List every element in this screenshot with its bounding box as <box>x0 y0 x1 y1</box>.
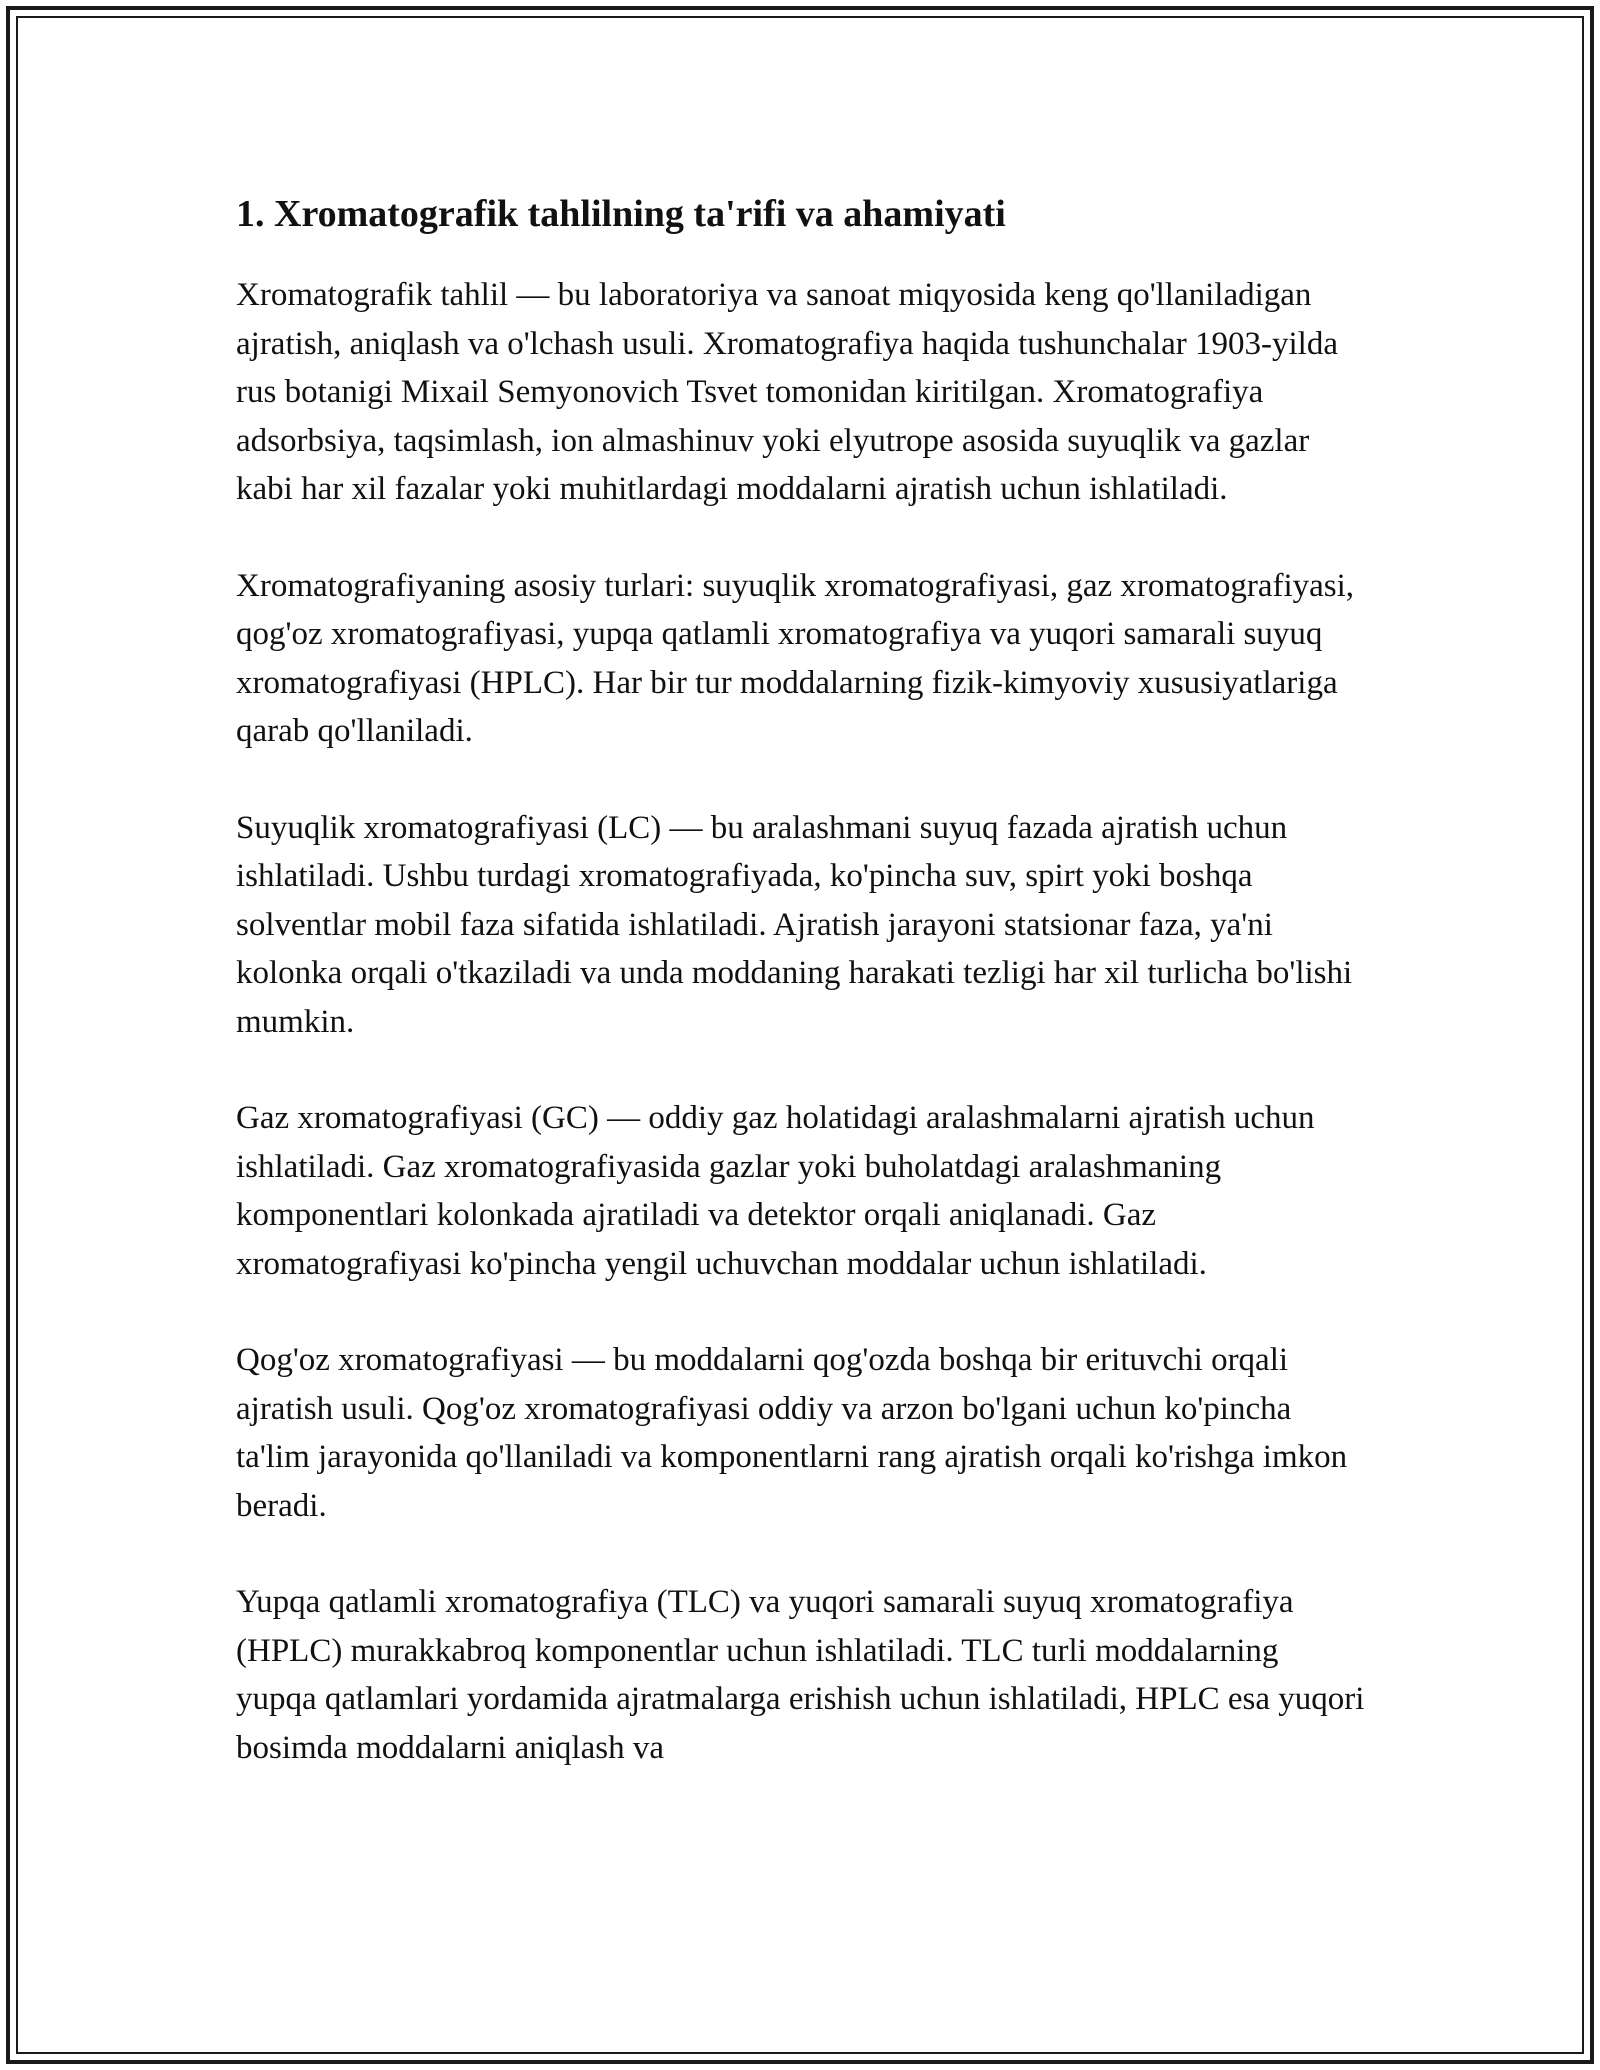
paragraph-paper-chromatography: Qog'oz xromatografiyasi — bu moddalarni qog'ozda boshqa bir erituvchi orqali ajratish usuli. Qog'oz xromatografiyasi oddiy va arzon bo'lgani uchun ko'pincha ta'lim jarayonida qo'llaniladi va komponentlarni rang ajratish orqali ko'rishga imkon beradi. <box>236 1342 1348 1524</box>
paragraph-gas-chromatography: Gaz xromatografiyasi (GC) — oddiy gaz holatidagi aralashmalarni ajratish uchun ishlatiladi. Gaz xromatografiyasida gazlar yoki buholatdagi aralashmaning komponentlari kolonkada ajratiladi va detektor orqali aniqlanadi. Gaz xromatografiyasi ko'pincha yengil uchuvchan moddalar uchun ishlatiladi. <box>236 1100 1315 1282</box>
document-body <box>236 186 1366 1820</box>
paragraph-definition: Xromatografik tahlil — bu laboratoriya va sanoat miqyosida keng qo'llaniladigan ajratish, aniqlash va o'lchash usuli. Xromatografiya haqida tushunchalar 1903-yilda rus botanigi Mixail Semyonovich Tsvet tomonidan kiritilgan. Xromatografiya adsorbsiya, taqsimlash, ion almashinuv yoki elyutrope asosida suyuqlik va gazlar kabi har xil fazalar yoki muhitlardagi moddalarni ajratish uchun ishlatiladi. <box>236 277 1338 507</box>
paragraph-tlc-hplc: Yupqa qatlamli xromatografiya (TLC) va yuqori samarali suyuq xromatografiya (HPLC) murakkabroq komponentlar uchun ishlatiladi. TLC turli moddalarning yupqa qatlamlari yordamida ajratmalarga erishish uchun ishlatiladi, HPLC esa yuqori bosimda moddalarni aniqlash va <box>236 1584 1365 1766</box>
section-heading: 1. Xromatografik tahlilning ta'rifi va ahamiyati <box>236 193 1006 235</box>
paragraph-main-types: Xromatografiyaning asosiy turlari: suyuqlik xromatografiyasi, gaz xromatografiyasi, qog'oz xromatografiyasi, yupqa qatlamli xromatografiya va yuqori samarali suyuq xromatografiyasi (HPLC). Har bir tur moddalarning fizik-kimyoviy xususiyatlariga qarab qo'llaniladi. <box>236 567 1355 749</box>
paragraph-liquid-chromatography: Suyuqlik xromatografiyasi (LC) — bu aralashmani suyuq fazada ajratish uchun ishlatiladi. Ushbu turdagi xromatografiyada, ko'pincha suv, spirt yoki boshqa solventlar mobil faza sifatida ishlatiladi. Ajratish jarayoni statsionar faza, ya'ni kolonka orqali o'tkaziladi va unda moddaning harakati tezligi har xil turlicha bo'lishi mumkin. <box>236 809 1353 1040</box>
